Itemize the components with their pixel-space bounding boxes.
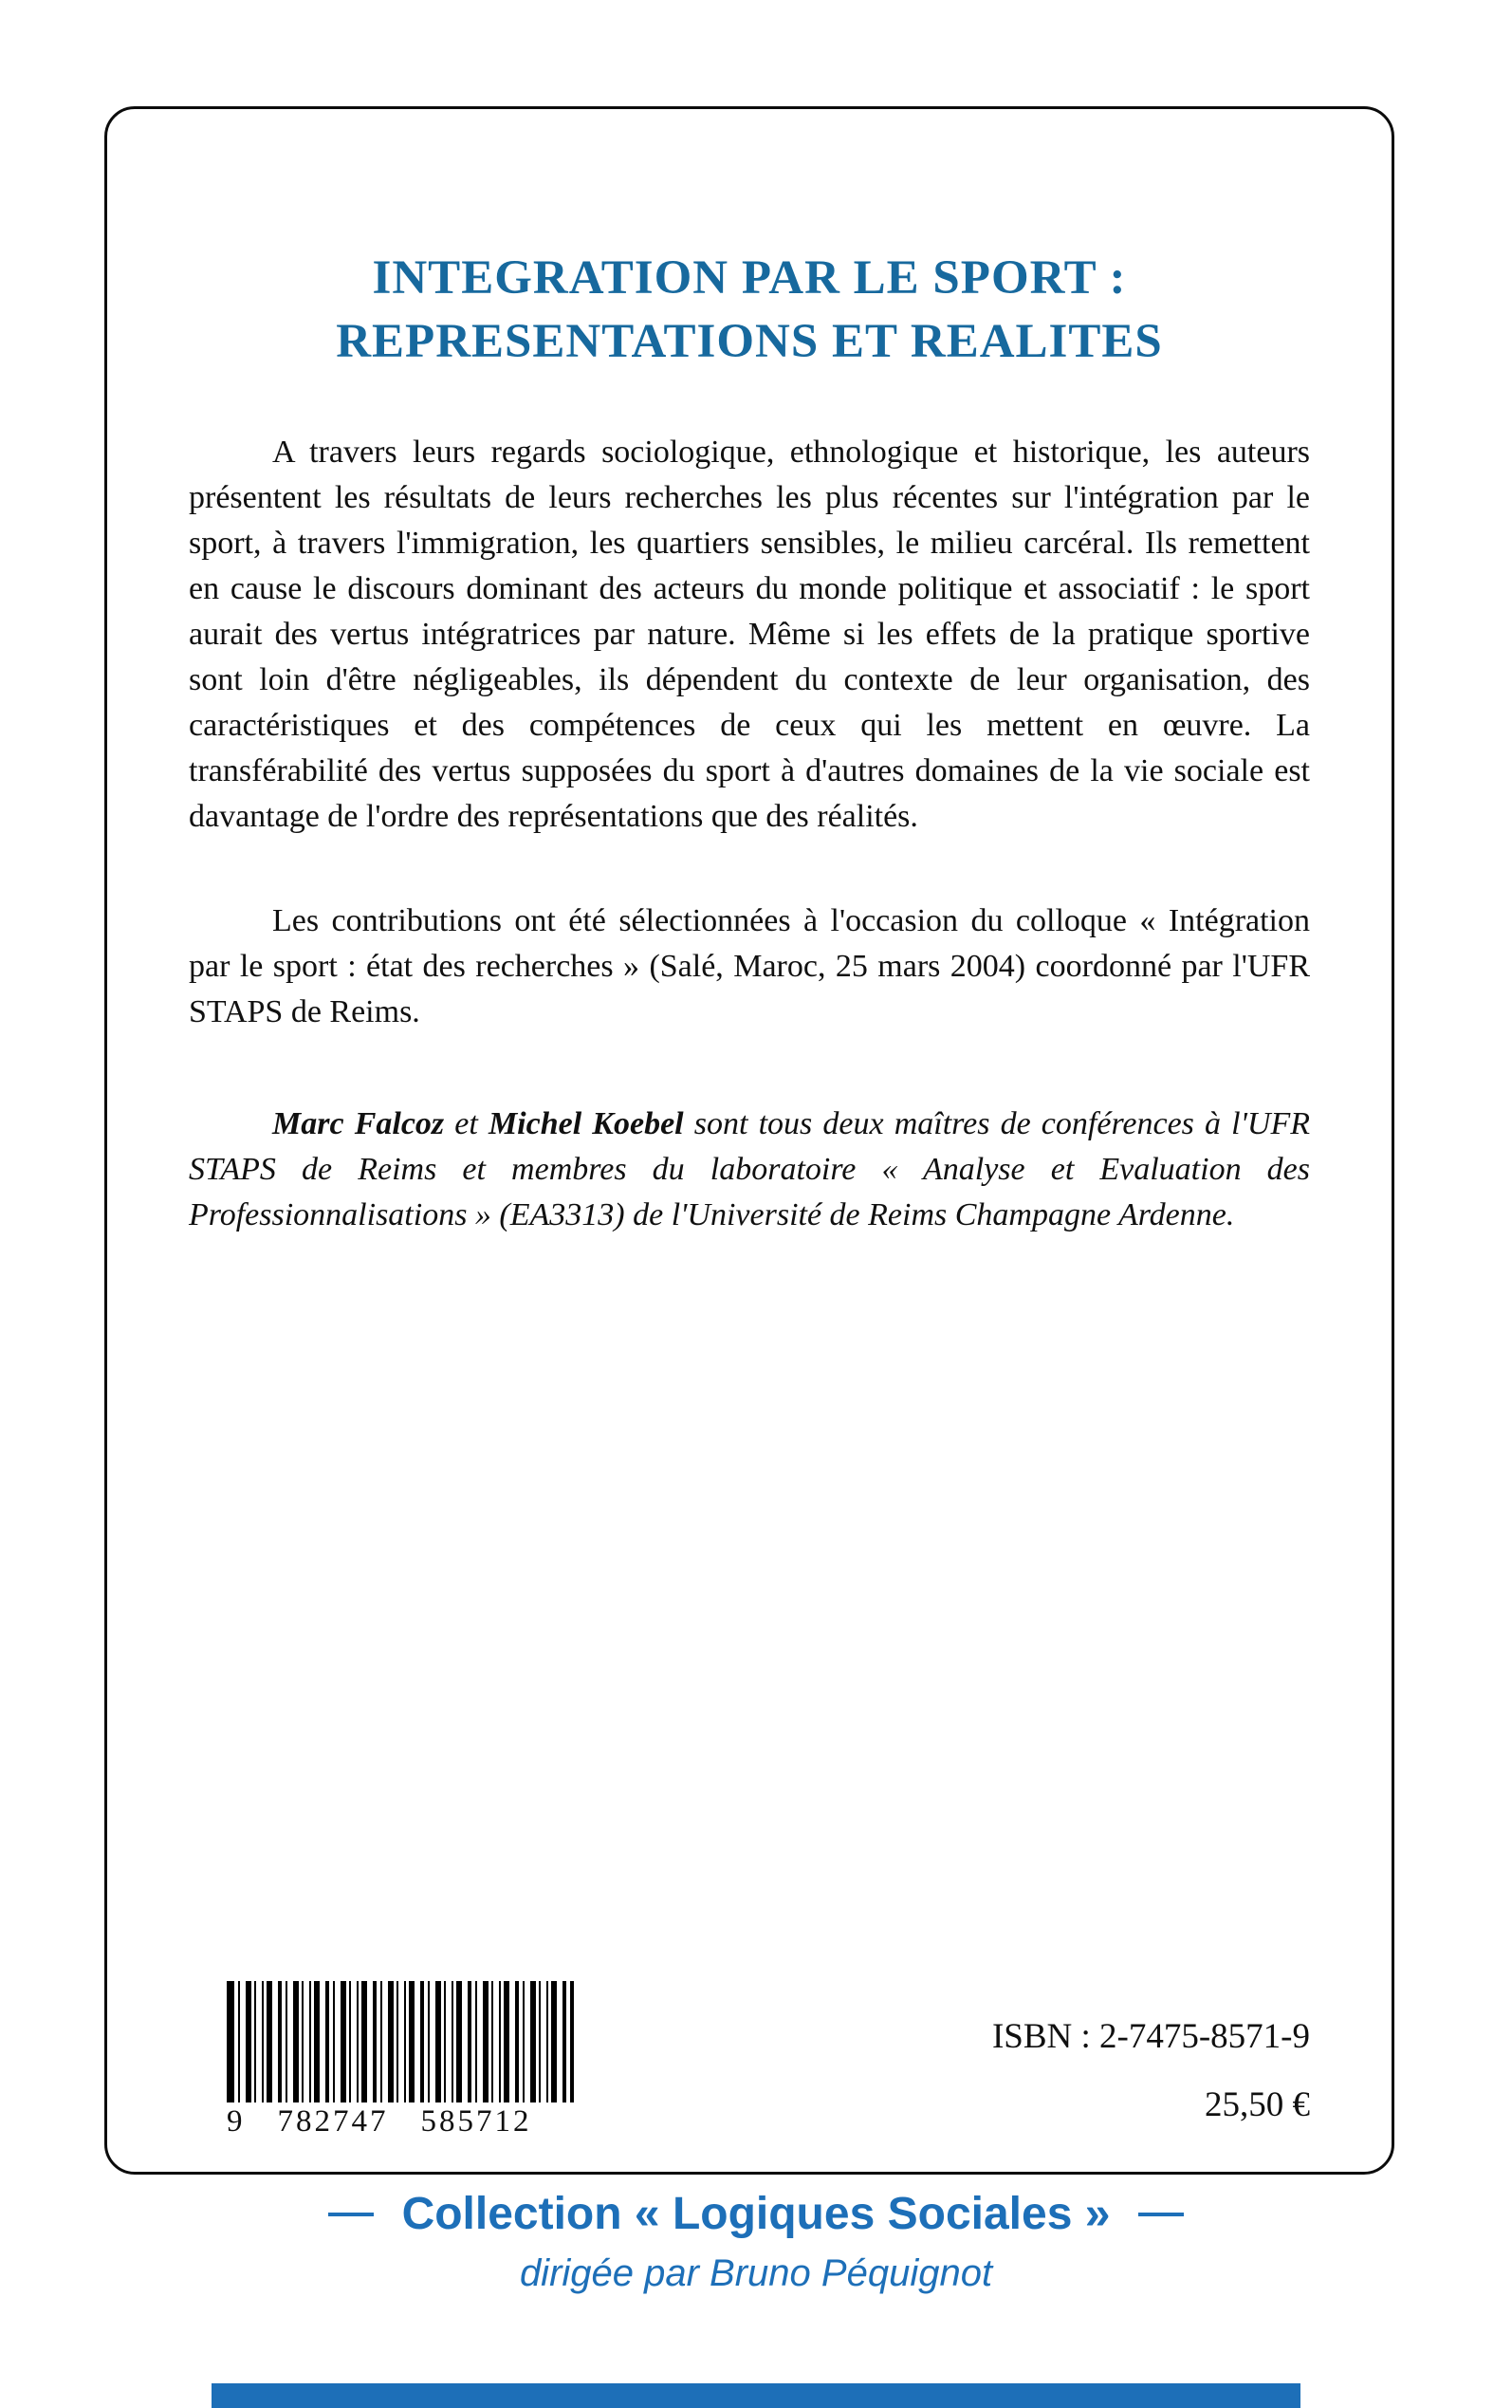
authors-conjunction: et (444, 1105, 489, 1141)
synopsis-paragraph: A travers leurs regards sociologique, ethnologique et historique, les auteurs présentent les résultats de leurs recherches les plus récentes sur l'intégration par le sport, à travers l'immigration, les quartiers sensibles, le milieu carcéral. Ils remettent en cause le discours dominant des acteurs du monde politique et associatif : le sport aurait des vertus intégratrices par nature. Même si les effets de la pratique sportive sont loin d'être négligeables, ils dépendent du contexte de leur organisation, des caractéristiques et des compétences de ceux qui les mettent en œuvre. La transférabilité des vertus supposées du sport à d'autres domaines de la vie sociale est davantage de l'ordre des représentations que des réalités. (189, 434, 1310, 834)
collection-title: Collection « Logiques Sociales » (401, 2189, 1111, 2239)
barcode-digits-group-2: 585712 (420, 2104, 532, 2139)
bottom-blue-bar (212, 2383, 1300, 2408)
barcode-number (227, 2104, 574, 2139)
author-name-1: Marc Falcoz (272, 1105, 445, 1141)
barcode-digit-prefix: 9 (227, 2104, 246, 2139)
barcode-digits-group-1: 782747 (277, 2104, 389, 2139)
isbn-text: ISBN : 2-7475-8571-9 (991, 2016, 1310, 2056)
book-title-line-1: INTEGRATION PAR LE SPORT : (372, 251, 1127, 305)
barcode-bars-image (227, 1981, 574, 2102)
book-title-line-2: REPRESENTATIONS ET REALITES (336, 315, 1163, 369)
collection-director: dirigée par Bruno Péquignot (519, 2252, 993, 2294)
price-text: 25,50 € (1205, 2084, 1310, 2124)
border-frame (104, 106, 1394, 2175)
isbn-price-block (992, 2003, 1310, 2139)
colloquium-paragraph: Les contributions ont été sélectionnées à l'occasion du colloque « Intégration par le sport : état des recherches » (Salé, Maroc, 25 mars 2004) coordonné par l'UFR STAPS de Reims. (189, 902, 1310, 1029)
authors-description: sont tous deux maîtres de conférences à l'UFR STAPS de Reims et membres du laboratoire « Analyse et Evaluation des Professionnalisations » (EA3313) de l'Université de Reims Champagne Ardenne. (189, 1105, 1310, 1232)
collection-divider-right (1138, 2213, 1184, 2216)
barcode (227, 1981, 574, 2139)
book-title (189, 247, 1310, 375)
author-name-2: Michel Koebel (488, 1105, 684, 1141)
frame-footer (189, 1981, 1310, 2139)
collection-row (0, 2188, 1512, 2240)
collection-divider-left (328, 2213, 374, 2216)
cover-content (107, 109, 1392, 1238)
authors-paragraph (189, 1102, 1310, 1238)
